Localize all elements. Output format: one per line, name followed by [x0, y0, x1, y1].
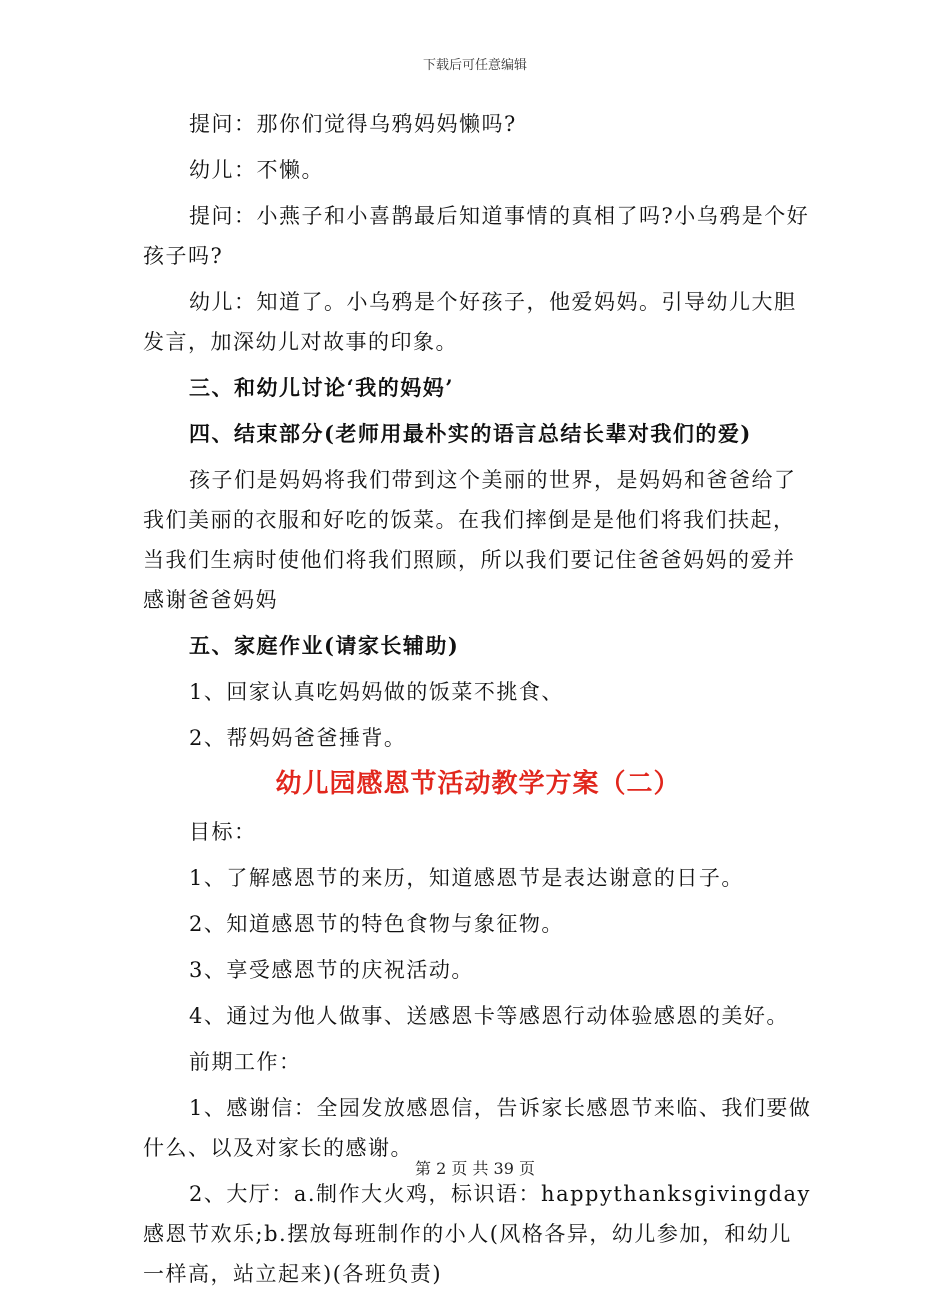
paragraph: 1、了解感恩节的来历，知道感恩节是表达谢意的日子。 [189, 866, 744, 890]
page-footer: 第 2 页 共 39 页 [415, 1159, 535, 1178]
paragraph: 2、大厅：a.制作大火鸡，标识语：happythanksgivingday感恩节欢乐;b.摆放每班制作的小人(风格各异，幼儿参加，和幼儿一样高，站立起来)(各班负责) [143, 1182, 811, 1286]
section-heading: 五、家庭作业(请家长辅助) [189, 633, 460, 658]
section-heading: 三、和幼儿讨论‘我的妈妈’ [189, 375, 455, 400]
section-title: 幼儿园感恩节活动教学方案（二） [275, 769, 681, 799]
paragraph: 前期工作： [189, 1050, 302, 1074]
top-section [143, 104, 813, 758]
paragraph: 2、帮妈妈爸爸捶背。 [189, 726, 407, 750]
paragraph: 1、感谢信：全园发放感恩信，告诉家长感恩节来临、我们要做什么、以及对家长的感谢。 [143, 1096, 812, 1160]
paragraph: 1、回家认真吃妈妈做的饭菜不挑食、 [189, 680, 564, 704]
paragraph: 目标： [189, 820, 257, 844]
paragraph: 幼儿：不懒。 [189, 158, 324, 182]
paragraph: 孩子们是妈妈将我们带到这个美丽的世界，是妈妈和爸爸给了我们美丽的衣服和好吃的饭菜。在我们摔倒是是他们将我们扶起，当我们生病时使他们将我们照顾，所以我们要记住爸爸妈妈的爱并感谢爸爸妈妈 [143, 468, 797, 612]
page-header: 下载后可任意编辑 [422, 58, 527, 73]
bottom-section [143, 812, 813, 1294]
paragraph: 4、通过为他人做事、送感恩卡等感恩行动体验感恩的美好。 [189, 1004, 789, 1028]
document-body [143, 104, 813, 1300]
section-heading: 四、结束部分(老师用最朴实的语言总结长辈对我们的爱) [189, 421, 752, 446]
paragraph: 提问：小燕子和小喜鹊最后知道事情的真相了吗?小乌鸦是个好孩子吗? [143, 204, 810, 268]
paragraph: 3、享受感恩节的庆祝活动。 [189, 958, 474, 982]
paragraph: 2、知道感恩节的特色食物与象征物。 [189, 912, 564, 936]
paragraph: 提问：那你们觉得乌鸦妈妈懒吗? [189, 112, 517, 136]
paragraph: 幼儿：知道了。小乌鸦是个好孩子，他爱妈妈。引导幼儿大胆发言，加深幼儿对故事的印象。 [143, 290, 797, 354]
